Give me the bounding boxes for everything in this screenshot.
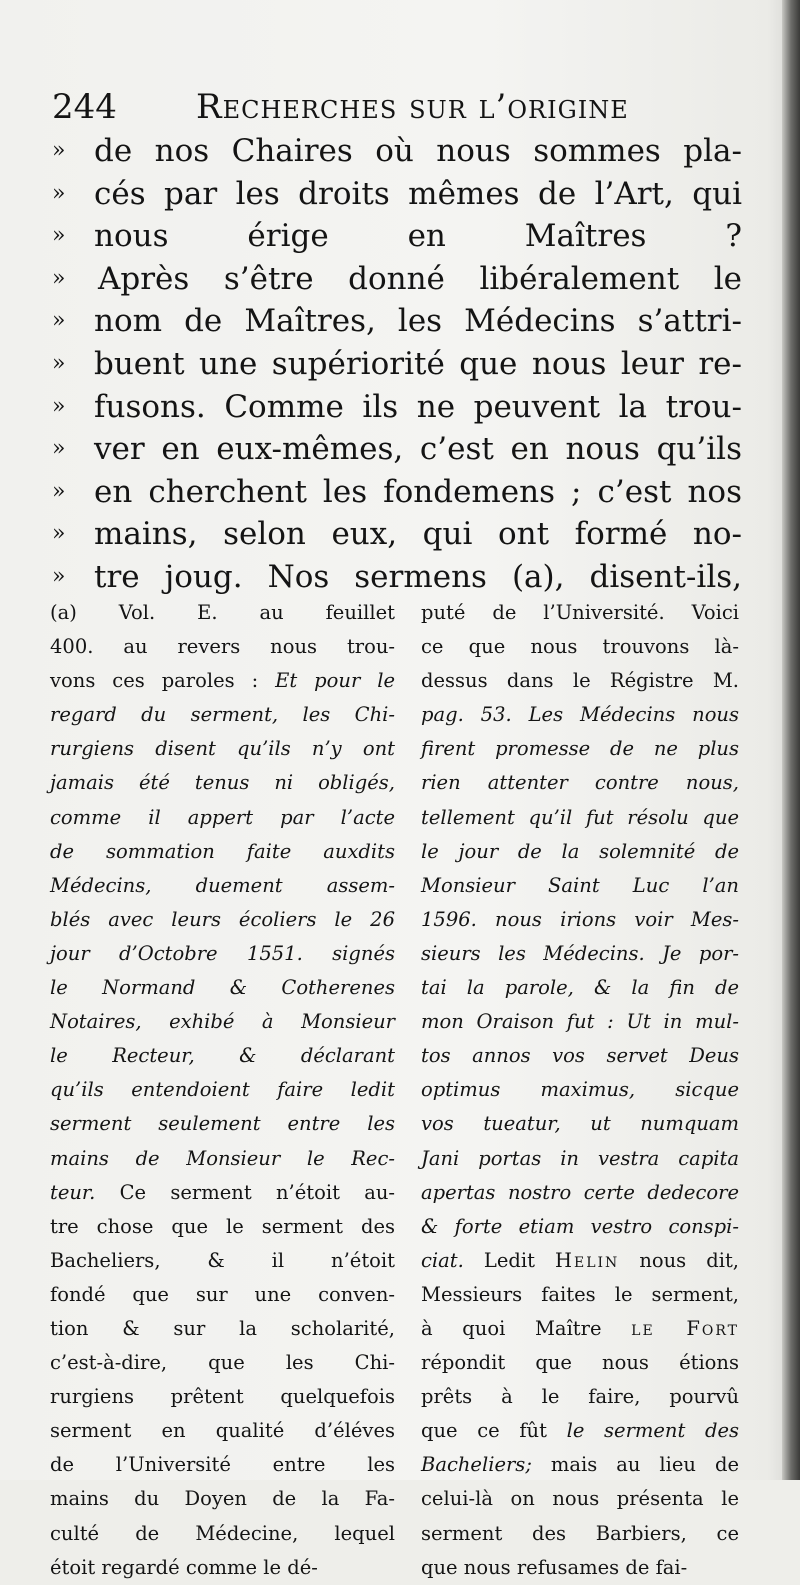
note-text-segment: rurgiens prêtent quelquefois (50, 1385, 395, 1409)
note-text-segment: prêts à le faire, pourvû (421, 1385, 739, 1409)
footnote-right-line (421, 1482, 739, 1516)
footnote-left-line (50, 1073, 395, 1107)
footnote-left-line (50, 766, 395, 800)
line-text: fusons. Comme ils ne peuvent la trou- (94, 388, 742, 425)
note-text-segment: de l’Université entre les (50, 1453, 395, 1477)
line-text: Après s’être donné libéralement le (98, 260, 742, 297)
line-text: nom de Maîtres, les Médecins s’attri- (94, 303, 742, 340)
line-text: cés par les droits mêmes de l’Art, qui (94, 175, 742, 212)
main-text-line (52, 300, 742, 343)
note-text-segment: tion & sur la scholarité, (50, 1316, 395, 1340)
note-text-segment: mains de Monsieur le Rec- (50, 1146, 395, 1170)
note-text-segment: le serment des (566, 1419, 739, 1443)
note-text-segment: pag. 53. (421, 703, 512, 727)
line-text: de nos Chaires où nous sommes pla- (94, 133, 742, 169)
footnote-left-line (50, 1210, 395, 1244)
footnote-left-line (50, 1312, 395, 1346)
footnote-right-line (421, 596, 739, 630)
footnote-right-line (421, 937, 739, 971)
footnote-right-line (421, 1039, 739, 1073)
line-text: nous érige en Maîtres ? (94, 218, 742, 255)
main-text-block (52, 130, 742, 599)
note-text-segment: Monsieur Saint Luc l’an (421, 873, 739, 897)
line-text: en cherchent les fondemens ; c’est nos (94, 473, 742, 510)
note-text-segment: mains du Doyen de la Fa- (50, 1487, 395, 1511)
quote-mark: » (52, 478, 66, 504)
note-text-segment: tellement qu’il fut résolu que (421, 805, 739, 829)
footnote-left-line (50, 1482, 395, 1516)
note-text-segment: 1596. nous irions voir Mes- (421, 907, 739, 931)
footnote-left-line (50, 937, 395, 971)
main-text-line (52, 471, 742, 514)
running-header (52, 82, 742, 132)
footnote-right-line (421, 1210, 739, 1244)
footnote-left-line (50, 1380, 395, 1414)
footnote-left-line (50, 698, 395, 732)
note-text-segment: tai la parole, & la fin de (421, 976, 739, 1000)
footnote-right-line (421, 1107, 739, 1141)
footnote-left-line (50, 835, 395, 869)
note-text-segment: 400. au revers nous trou- (50, 635, 395, 659)
note-text-segment: firent promesse de ne plus (421, 737, 739, 761)
footnote-right-line (421, 732, 739, 766)
footnote-right-line (421, 1346, 739, 1380)
note-text-segment: fondé que sur une conven- (50, 1282, 395, 1306)
footnote-left-line (50, 1448, 395, 1482)
line-text: buent une supériorité que nous leur re- (94, 345, 742, 382)
quote-mark: » (52, 308, 66, 334)
note-text-segment: le jour de la solemnité de (421, 839, 739, 863)
note-text-segment: jour d’Octobre 1551. signés (50, 941, 395, 965)
note-text-segment: sieurs les Médecins. Je por- (421, 941, 739, 965)
footnote-left-line (50, 1346, 395, 1380)
footnote-left-line (50, 1244, 395, 1278)
note-text-segment: Notaires, exhibé à Monsieur (50, 1010, 395, 1034)
footnote-left-line (50, 869, 395, 903)
line-text: mains, selon eux, qui ont formé no- (94, 516, 742, 553)
footnote-left-line (50, 1517, 395, 1551)
note-text-segment: blés avec leurs écoliers le 26 (50, 907, 395, 931)
footnote-right-line (421, 801, 739, 835)
note-text-segment: tos annos vos servet Deus (421, 1044, 739, 1068)
footnote-right-line (421, 766, 739, 800)
note-text-segment: Ce serment n’étoit au- (95, 1180, 395, 1204)
footnote-right-line (421, 1176, 739, 1210)
note-text-segment: puté de l’Université. Voici (421, 601, 739, 624)
note-text-segment: ciat. (421, 1248, 464, 1272)
note-text-segment: celui-là on nous présenta le (421, 1487, 739, 1511)
quote-mark: » (52, 436, 66, 462)
note-text-segment: rurgiens disent qu’ils n’y ont (50, 737, 395, 761)
footnote-right-line (421, 835, 739, 869)
note-text-segment: à quoi Maître (421, 1316, 632, 1340)
note-text-segment: teur. (50, 1180, 96, 1204)
footnote-right-line (421, 971, 739, 1005)
footnote-left-line (50, 903, 395, 937)
running-title: Recherches sur l’origine (196, 87, 629, 127)
footnote-left-line (50, 1278, 395, 1312)
note-text-segment: optimus maximus, sicque (421, 1078, 739, 1102)
main-text-line (52, 173, 742, 216)
quote-mark: » (52, 180, 66, 206)
footnote-right-line (421, 1448, 739, 1482)
quote-mark: » (52, 138, 66, 163)
quote-mark: » (52, 563, 66, 589)
footnote-left-line (50, 1414, 395, 1448)
footnote-left-line (50, 732, 395, 766)
note-text-segment: Et pour le (275, 669, 395, 693)
footnote-right-line (421, 698, 739, 732)
note-text-segment: que ce fût (421, 1419, 567, 1443)
note-text-segment: Jani portas in vestra capita (421, 1146, 739, 1170)
note-text-segment: mon Oraison fut : Ut in mul- (421, 1010, 739, 1034)
note-text-segment: apertas nostro certe dedecore (421, 1180, 739, 1204)
footnote-left-line (50, 630, 395, 664)
footnote-right-line (421, 630, 739, 664)
footnote-left-line (50, 1142, 395, 1176)
footnote-right-line (421, 1005, 739, 1039)
note-text-segment: Bacheliers, & il n’étoit (50, 1248, 395, 1272)
footnote-left-line (50, 971, 395, 1005)
footnote-left-line (50, 1005, 395, 1039)
note-text-segment: serment des Barbiers, ce (421, 1521, 739, 1545)
note-text-segment: rien attenter contre nous, (421, 771, 739, 795)
footnote-right-line (421, 903, 739, 937)
note-text-segment: répondit que nous étions (421, 1351, 739, 1375)
note-text-segment: regard du serment, les Chi- (50, 703, 395, 727)
footnote-right-line (421, 1517, 739, 1551)
main-text-line (52, 130, 742, 173)
line-text: ver en eux-mêmes, c’est en nous qu’ils (94, 431, 742, 468)
footnote-right-line (421, 1073, 739, 1107)
note-text-segment: étoit regardé comme le dé- (50, 1555, 318, 1579)
note-text-segment: mais au lieu de (531, 1453, 739, 1477)
main-text-line (52, 258, 742, 301)
note-text-segment: ce que nous trouvons là- (421, 635, 739, 659)
note-text-segment: que nous refusames de fai- (421, 1555, 688, 1579)
note-text-segment: vos tueatur, ut numquam (421, 1112, 739, 1136)
footnote-column-left (50, 596, 395, 1585)
footnote-right-line (421, 1414, 739, 1448)
main-text-line (52, 215, 742, 258)
note-text-segment: jamais été tenus ni obligés, (50, 771, 395, 795)
footnote-left-line (50, 1176, 395, 1210)
footnote-right-line (421, 1244, 739, 1278)
line-text: tre joug. Nos sermens (a), disent-ils, (94, 558, 742, 595)
footnote-left-line (50, 1551, 395, 1585)
footnote-right-line (421, 869, 739, 903)
footnote-left-line (50, 801, 395, 835)
main-text-line (52, 343, 742, 386)
footnote-left-line (50, 1107, 395, 1141)
note-text-segment: serment seulement entre les (50, 1112, 395, 1136)
main-text-line (52, 386, 742, 429)
note-text-segment: de sommation faite auxdits (50, 839, 395, 863)
note-text-segment: culté de Médecine, lequel (50, 1521, 395, 1545)
quote-mark: » (52, 223, 66, 249)
footnote-left-line (50, 664, 395, 698)
main-text-line (52, 428, 742, 471)
footnote-right-line (421, 1142, 739, 1176)
note-text-segment: (a) Vol. E. au feuillet (50, 601, 395, 624)
note-text-segment: Messieurs faites le serment, (421, 1282, 739, 1306)
footnote-right-line (421, 1380, 739, 1414)
footnote-right-line (421, 664, 739, 698)
note-text-segment: qu’ils entendoient faire ledit (50, 1078, 395, 1102)
note-text-segment: Bacheliers; (421, 1453, 532, 1477)
note-text-segment: & forte etiam vestro conspi- (421, 1214, 739, 1238)
main-text-line (52, 513, 742, 556)
note-text-segment: le Recteur, & déclarant (50, 1044, 395, 1068)
quote-mark: » (52, 350, 66, 376)
footnote-right-line (421, 1278, 739, 1312)
note-text-segment: nous dit, (619, 1248, 739, 1272)
note-text-segment: serment en qualité d’éléves (50, 1419, 395, 1443)
note-text-segment: Médecins, duement assem- (50, 873, 395, 897)
page-number: 244 (52, 87, 117, 127)
note-text-segment: le Fort (631, 1316, 739, 1340)
note-text-segment: tre chose que le serment des (50, 1214, 395, 1238)
quote-mark: » (52, 265, 66, 291)
footnote-left-line (50, 596, 395, 630)
quote-mark: » (52, 393, 66, 419)
footnote-right-line (421, 1551, 739, 1585)
footnote-column-right (421, 596, 739, 1585)
footnote-left-line (50, 1039, 395, 1073)
book-spine-shadow (782, 0, 800, 1480)
note-text-segment: dessus dans le Régistre M. (421, 669, 739, 693)
note-text-segment: le Normand & Cotherenes (50, 976, 395, 1000)
note-text-segment: Les Médecins nous (511, 703, 739, 727)
note-text-segment: comme il appert par l’acte (50, 805, 395, 829)
main-text-line (52, 556, 742, 599)
note-text-segment: Ledit (463, 1248, 555, 1272)
note-text-segment: vons ces paroles : (50, 669, 276, 693)
footnote-right-line (421, 1312, 739, 1346)
note-text-segment: Helin (554, 1248, 620, 1272)
quote-mark: » (52, 521, 66, 547)
note-text-segment: c’est-à-dire, que les Chi- (50, 1351, 395, 1375)
